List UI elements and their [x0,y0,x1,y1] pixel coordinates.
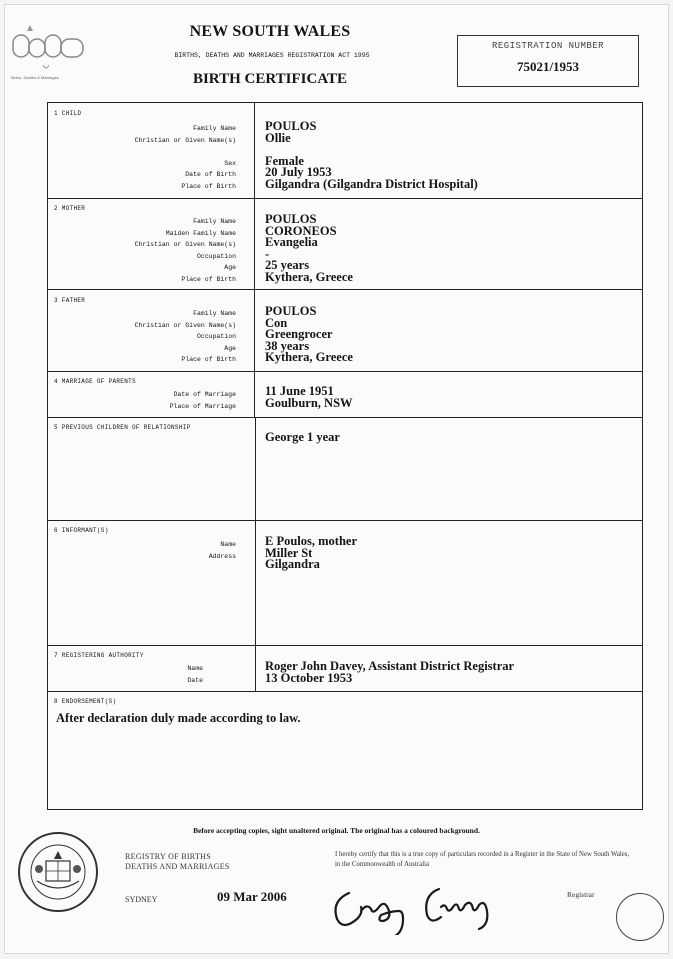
child-date-of-birth: 20 July 1953 [265,165,332,180]
footer-note: Before accepting copies, sight unaltered original. The original has a coloured background. [193,826,480,835]
mother-values [265,214,353,284]
label-occupation: Occupation [196,333,236,341]
father-age: 38 years [265,338,310,353]
father-place-of-birth: Kythera, Greece [265,350,353,365]
label-age: Age [224,344,236,352]
label-given-names: Christian or Given Name(s) [134,241,236,249]
child-given-names: Ollie [265,130,291,145]
registrar-signature [327,873,527,935]
child-sex: Female [265,153,304,168]
mother-occupation: - [265,246,270,261]
informant-values [265,536,357,571]
father-occupation: Greengrocer [265,327,333,342]
authority-labels [48,663,203,686]
row-divider [48,417,642,418]
label-place-of-birth: Place of Birth [181,182,236,190]
previous-children-value: George 1 year [265,430,340,444]
label-date-of-marriage: Date of Marriage [173,391,236,398]
mother-labels [48,216,236,286]
logo-caption: Births, Deaths & Marriages [11,75,59,80]
label-occupation: Occupation [196,252,236,260]
informant-name: E Poulos, mother [265,534,358,548]
section-title-child: 1 CHILD [54,110,82,117]
marriage-labels [48,389,236,412]
child-labels [48,123,236,193]
marriage-values [265,386,353,409]
label-family-name: Family Name [193,310,236,317]
section-title-mother: 2 MOTHER [54,205,86,212]
registration-box [457,35,639,87]
mother-maiden-name: CORONEOS [265,223,337,238]
registry-name [125,852,230,872]
father-labels [48,308,236,366]
certificate-page [4,4,669,954]
authority-date: 13 October 1953 [265,670,353,685]
informant-address-line2: Gilgandra [265,557,320,572]
label-sex: Sex [224,159,236,167]
stamp-circle [616,893,664,941]
marriage-date: 11 June 1951 [265,384,334,398]
label-name: Name [187,665,203,672]
act-title: BIRTHS, DEATHS AND MARRIAGES REGISTRATION ACT 1995 [174,52,370,59]
section-title-father: 3 FATHER [54,297,86,304]
label-address: Address [208,552,236,560]
child-values [265,121,478,191]
section-title-previous-children: 5 PREVIOUS CHILDREN OF RELATIONSHIP [54,424,191,431]
row-divider [48,371,642,372]
father-family-name: POULOS [265,304,317,318]
registry-seal-icon [17,831,99,913]
mother-age: 25 years [265,258,310,273]
section-title-marriage: 4 MARRIAGE OF PARENTS [54,378,136,385]
column-divider [254,103,255,417]
certification-text: I hereby certify that this is a true copy of particulars recorded in a Register in the State of New South Wales, in the Commonwealth of Australia [335,851,630,868]
row-divider [48,645,642,646]
child-family-name: POULOS [265,119,317,133]
issue-date: 09 Mar 2006 [217,889,287,904]
authority-name: Roger John Davey, Assistant District Registrar [265,659,515,673]
label-age: Age [224,264,236,272]
section-title-endorsements: 8 ENDORSEMENT(S) [54,698,117,705]
label-date: Date [187,676,203,684]
mother-place-of-birth: Kythera, Greece [265,269,353,284]
label-given-names: Christian or Given Name(s) [134,321,236,329]
registry-line2: DEATHS AND MARRIAGES [125,862,230,871]
authority-values [265,661,514,684]
mother-family-name: POULOS [265,212,317,226]
column-divider [255,417,256,691]
label-family-name: Family Name [193,218,236,225]
registrar-label: Registrar [567,890,595,899]
endorsement-value: After declaration duly made according to law. [56,711,301,725]
label-maiden-name: Maiden Family Name [165,229,236,237]
label-place-of-birth: Place of Birth [181,275,236,283]
section-title-informant: 6 INFORMANT(S) [54,527,109,534]
label-place-of-birth: Place of Birth [181,356,236,364]
mother-given-names: Evangelia [265,235,318,250]
certificate-table [47,102,643,810]
child-place-of-birth: Gilgandra (Gilgandra District Hospital) [265,176,478,191]
father-given-names: Con [265,315,288,330]
marriage-place: Goulburn, NSW [265,395,353,410]
row-divider [48,289,642,290]
label-given-names: Christian or Given Name(s) [134,136,236,144]
registration-label: REGISTRATION NUMBER [491,41,605,51]
label-family-name: Family Name [193,125,236,132]
registration-number: 75021/1953 [516,59,580,74]
label-date-of-birth: Date of Birth [185,171,236,179]
label-place-of-marriage: Place of Marriage [169,402,236,410]
registry-line1: REGISTRY OF BIRTHS [125,852,211,861]
section-title-authority: 7 REGISTERING AUTHORITY [54,652,144,659]
issue-city: SYDNEY [125,895,158,904]
father-values [265,306,353,364]
row-divider [48,520,642,521]
label-name: Name [220,541,236,548]
informant-labels [48,539,236,562]
informant-address-line1: Miller St [265,545,313,560]
state-title: NEW SOUTH WALES [189,23,351,40]
row-divider [48,198,642,199]
certificate-title: BIRTH CERTIFICATE [192,71,348,87]
row-divider [48,691,642,692]
